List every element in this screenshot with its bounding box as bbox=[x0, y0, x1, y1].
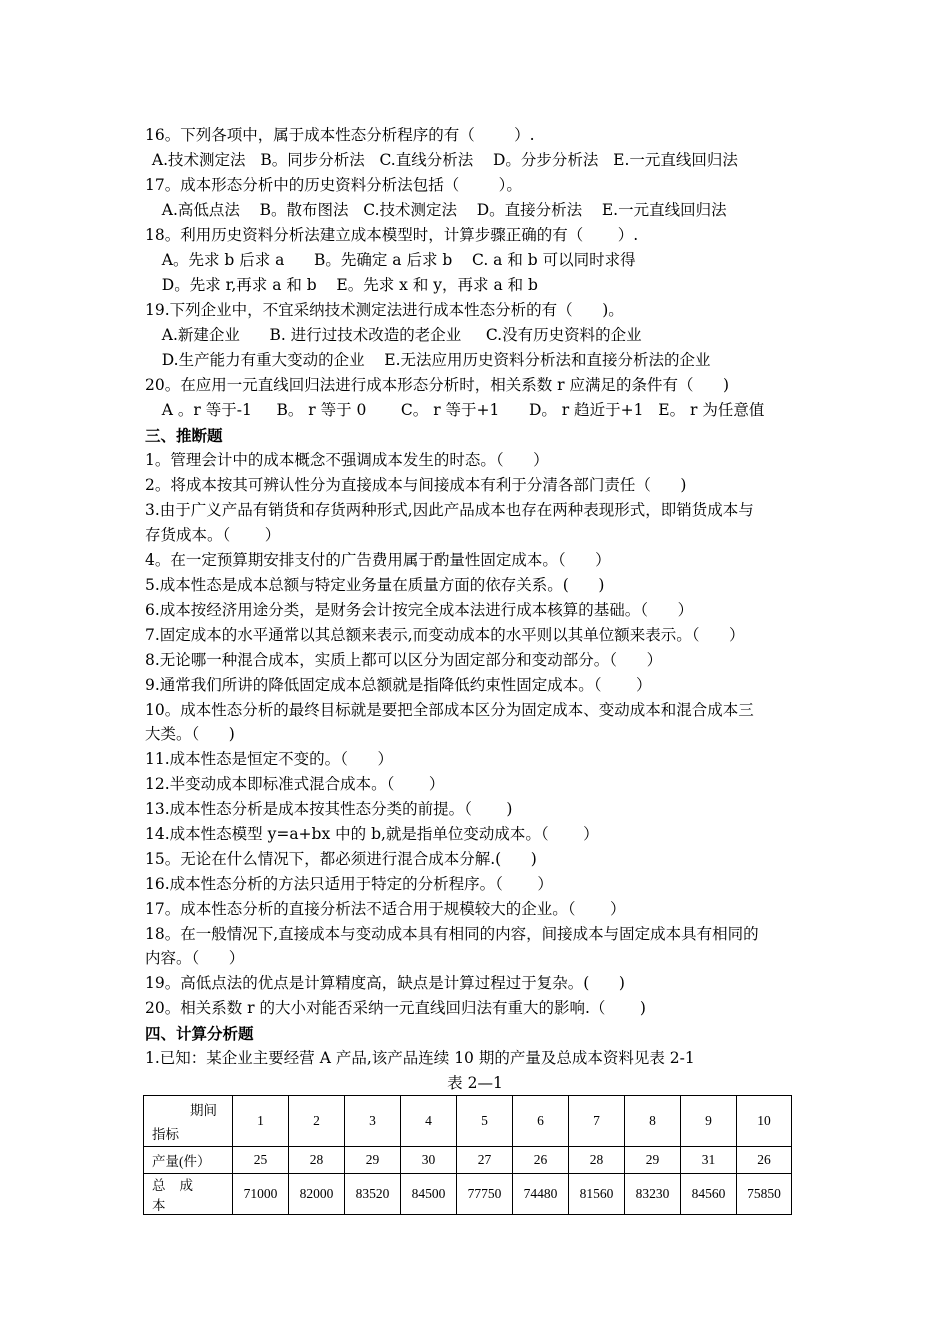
text-line: 15。无论在什么情况下，都必须进行混合成本分解.( ) bbox=[145, 850, 537, 868]
text-line: 18。利用历史资料分析法建立成本模型时，计算步骤正确的有（ ）. bbox=[145, 226, 639, 244]
table-header-cell: 8 bbox=[625, 1096, 681, 1147]
text-line: D.生产能力有重大变动的企业 E.无法应用历史资料分析法和直接分析法的企业 bbox=[147, 351, 711, 369]
table-header-cell: 1 bbox=[233, 1096, 289, 1147]
text-line: 20。相关系数 r 的大小对能否采纳一元直线回归法有重大的影响.（ ) bbox=[145, 999, 646, 1017]
text-line: 16。下列各项中，属于成本性态分析程序的有（ ）. bbox=[145, 126, 535, 144]
table-cell: 83230 bbox=[625, 1174, 681, 1215]
table-cell: 74480 bbox=[513, 1174, 569, 1215]
text-line: 13.成本性态分析是成本按其性态分类的前提。（ ) bbox=[145, 800, 513, 818]
text-line: 6.成本按经济用途分类，是财务会计按完全成本法进行成本核算的基础。（ ） bbox=[145, 601, 694, 619]
table-header-cell: 9 bbox=[681, 1096, 737, 1147]
table-cell: 84560 bbox=[681, 1174, 737, 1215]
table-header-cell: 2 bbox=[289, 1096, 345, 1147]
row-label bbox=[144, 1174, 233, 1215]
table-cell: 26 bbox=[513, 1147, 569, 1174]
text-line: 12.半变动成本即标准式混合成本。（ ） bbox=[145, 775, 445, 793]
text-line: 7.固定成本的水平通常以其总额来表示,而变动成本的水平则以其单位额来表示。（ ） bbox=[145, 626, 745, 644]
text-line: 内容。（ ） bbox=[145, 949, 245, 967]
table-caption: 表 2—1 bbox=[447, 1074, 503, 1092]
table-cell: 83520 bbox=[345, 1174, 401, 1215]
text-line: 存货成本。（ ） bbox=[145, 526, 281, 544]
text-line: 16.成本性态分析的方法只适用于特定的分析程序。（ ） bbox=[145, 875, 553, 893]
data-table bbox=[143, 1095, 792, 1215]
text-line: 19.下列企业中，不宜采纳技术测定法进行成本性态分析的有（ )。 bbox=[145, 301, 624, 319]
text-line: A.新建企业 B. 进行过技术改造的老企业 C.没有历史资料的企业 bbox=[147, 326, 642, 344]
section-heading: 四、计算分析题 bbox=[145, 1024, 254, 1043]
table-row bbox=[144, 1174, 792, 1215]
text-line: 3.由于广义产品有销货和存货两种形式,因此产品成本也存在两种表现形式，即销货成本与 bbox=[145, 501, 754, 519]
table-cell: 28 bbox=[289, 1147, 345, 1174]
table-cell: 26 bbox=[737, 1147, 792, 1174]
text-line: A 。r 等于-1 B。 r 等于 0 C。 r 等于+1 D。 r 趋近于+1 E。 r 为任意值 bbox=[147, 401, 765, 419]
text-line: 5.成本性态是成本总额与特定业务量在质量方面的依存关系。( ) bbox=[145, 576, 605, 594]
table-header-corner bbox=[144, 1096, 233, 1147]
table-cell: 82000 bbox=[289, 1174, 345, 1215]
table-cell: 71000 bbox=[233, 1174, 289, 1215]
text-line: 1.已知：某企业主要经营 A 产品,该产品连续 10 期的产量及总成本资料见表 2-1 bbox=[145, 1049, 695, 1067]
table-cell: 75850 bbox=[737, 1174, 792, 1215]
text-line: 8.无论哪一种混合成本，实质上都可以区分为固定部分和变动部分。（ ） bbox=[145, 651, 663, 669]
table-header-cell: 5 bbox=[457, 1096, 513, 1147]
table-cell: 81560 bbox=[569, 1174, 625, 1215]
text-line: 19。高低点法的优点是计算精度高，缺点是计算过程过于复杂。( ) bbox=[145, 974, 625, 992]
table-cell: 77750 bbox=[457, 1174, 513, 1215]
text-line: 17。成本形态分析中的历史资料分析法包括（ ）。 bbox=[145, 176, 522, 194]
row-label: 产量(件） bbox=[144, 1147, 233, 1174]
text-line: 11.成本性态是恒定不变的。（ ） bbox=[145, 750, 393, 768]
table-cell: 31 bbox=[681, 1147, 737, 1174]
table-header-cell: 3 bbox=[345, 1096, 401, 1147]
table-header-cell: 4 bbox=[401, 1096, 457, 1147]
table-cell: 29 bbox=[625, 1147, 681, 1174]
text-line: 10。成本性态分析的最终目标就是要把全部成本区分为固定成本、变动成本和混合成本三 bbox=[145, 701, 754, 719]
text-line: A。先求 b 后求 a B。先确定 a 后求 b C. a 和 b 可以同时求得 bbox=[147, 251, 636, 269]
text-line: 9.通常我们所讲的降低固定成本总额就是指降低约束性固定成本。（ ） bbox=[145, 676, 652, 694]
table-row bbox=[144, 1147, 792, 1174]
text-line: 18。在一般情况下,直接成本与变动成本具有相同的内容，间接成本与固定成本具有相同的 bbox=[145, 925, 759, 943]
header-period-label: 期间 bbox=[190, 1103, 217, 1118]
text-line: 14.成本性态模型 y=a+bx 中的 b,就是指单位变动成本。（ ） bbox=[145, 825, 599, 843]
section-heading: 三、推断题 bbox=[145, 426, 223, 445]
table-cell: 84500 bbox=[401, 1174, 457, 1215]
table-cell: 28 bbox=[569, 1147, 625, 1174]
text-line: A.高低点法 B。散布图法 C.技术测定法 D。直接分析法 E.一元直线回归法 bbox=[147, 201, 727, 219]
table-header-cell: 6 bbox=[513, 1096, 569, 1147]
text-line: A.技术测定法 B。同步分析法 C.直线分析法 D。分步分析法 E.一元直线回归法 bbox=[147, 151, 738, 169]
text-line: 大类。（ ) bbox=[145, 725, 235, 743]
text-line: 4。在一定预算期安排支付的广告费用属于酌量性固定成本。（ ） bbox=[145, 551, 611, 569]
text-line: D。先求 r,再求 a 和 b E。先求 x 和 y，再求 a 和 b bbox=[147, 276, 538, 294]
table-cell: 25 bbox=[233, 1147, 289, 1174]
text-line: 17。成本性态分析的直接分析法不适合用于规模较大的企业。（ ） bbox=[145, 900, 626, 918]
table-cell: 27 bbox=[457, 1147, 513, 1174]
text-line: 20。在应用一元直线回归法进行成本形态分析时，相关系数 r 应满足的条件有（ ) bbox=[145, 376, 730, 394]
table-header-row bbox=[144, 1096, 792, 1147]
row-label-text: 总成本 bbox=[152, 1178, 207, 1213]
text-line: 1。管理会计中的成本概念不强调成本发生的时态。（ ） bbox=[145, 451, 549, 469]
text-line: 2。将成本按其可辨认性分为直接成本与间接成本有利于分清各部门责任（ ) bbox=[145, 476, 687, 494]
table-cell: 29 bbox=[345, 1147, 401, 1174]
table-header-cell: 7 bbox=[569, 1096, 625, 1147]
table-cell: 30 bbox=[401, 1147, 457, 1174]
table-header-cell: 10 bbox=[737, 1096, 792, 1147]
header-indicator-label: 指标 bbox=[152, 1127, 179, 1142]
